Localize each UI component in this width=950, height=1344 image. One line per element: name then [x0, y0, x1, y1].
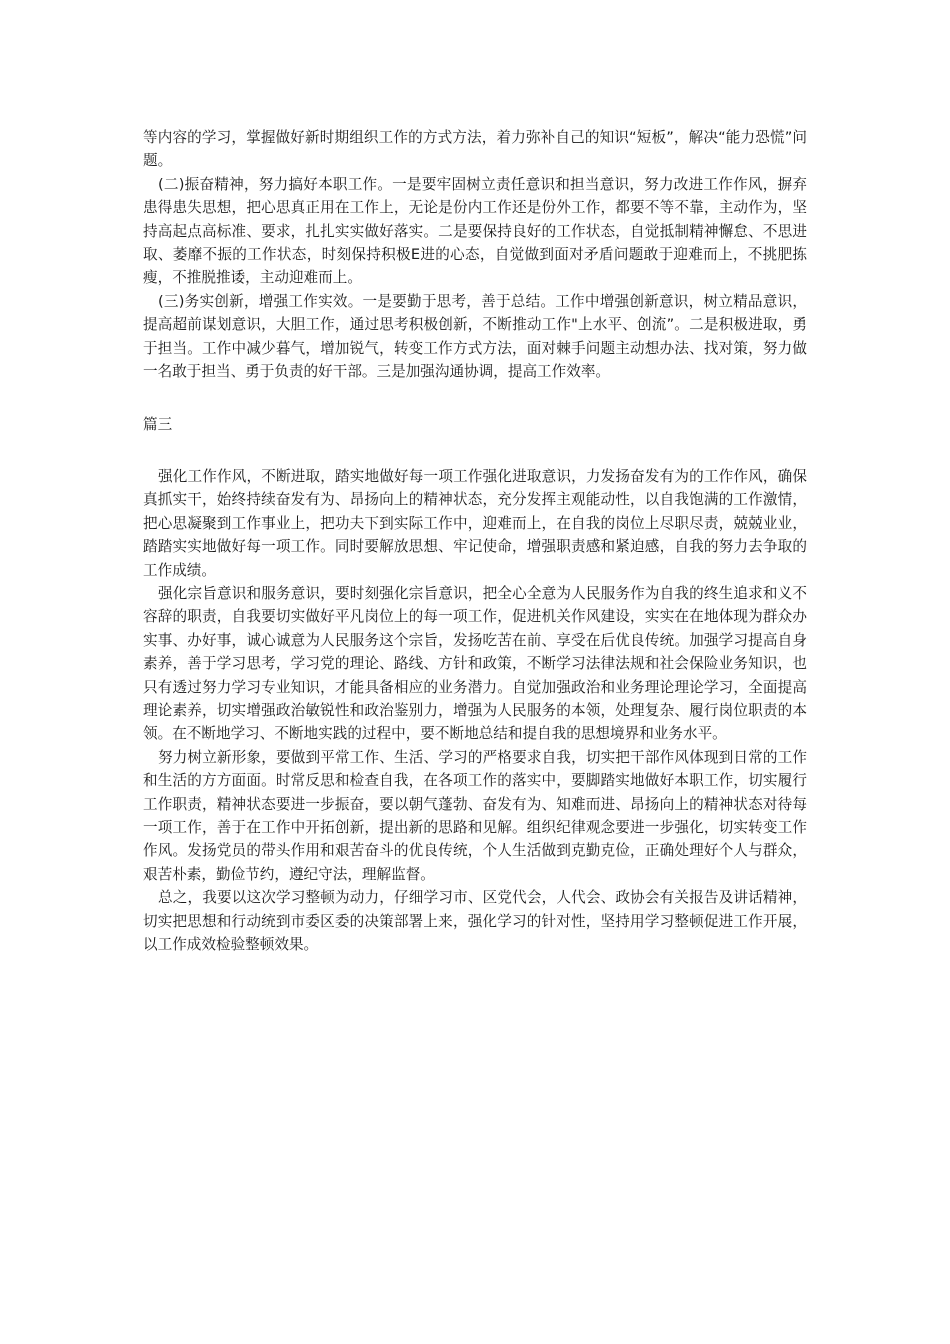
paragraph-work-style: 强化工作作风，不断进取，踏实地做好每一项工作强化进取意识，力发扬奋发有为的工作作风，确保真抓实干，始终持续奋发有为、昂扬向上的精神状态，充分发挥主观能动性，以自我饱满的工作激情，把心思凝聚到工作事业上，把功夫下到实际工作中，迎难而上，在自我的岗位上尽职尽责，兢兢业业，踏踏实实地做好每一项工作。同时要解放思想、牢记使命，增强职责感和紧迫感，自我的努力去争取的工作成绩。 — [143, 467, 807, 579]
spacer — [143, 383, 807, 413]
paragraph-study-tail: 等内容的学习，掌握做好新时期组织工作的方式方法，着力弥补自己的知识“短板”，解决“能力恐慌”问题。 — [143, 129, 807, 170]
paragraph-conclusion: 总之，我要以这次学习整顿为动力，仔细学习市、区党代会，人代会、政协会有关报告及讲话精神，切实把思想和行动统到市委区委的决策部署上来，强化学习的针对性，坚持用学习整顿促进工作开展，以工作成效检验整顿效果。 — [143, 889, 807, 953]
paragraph-innovation: (三)务实创新，增强工作实效。一是要勤于思考，善于总结。工作中增强创新意识，树立精品意识，提高超前谋划意识，大胆工作，通过思考积极创新，不断推动工作"上水平、创流”。二是积极进取，勇于担当。工作中减少暮气，增加锐气，转变工作方式方法，面对棘手问题主动想办法、找对策，努力做一名敢于担当、勇于负责的好干部。三是加强沟通协调，提高工作效率。 — [143, 292, 807, 381]
document-body — [143, 126, 807, 956]
paragraph-new-image: 努力树立新形象，要做到平常工作、生活、学习的严格要求自我，切实把干部作风体现到日常的工作和生活的方方面面。时常反思和检查自我，在各项工作的落实中，要脚踏实地做好本职工作，切实履行工作职责，精神状态要进一步振奋，要以朝气蓬勃、奋发有为、知难而进、昂扬向上的精神状态对待每一项工作，善于在工作中开拓创新，提出新的思路和见解。组织纪律观念要进一步强化，切实转变工作作风。发扬党员的带头作用和艰苦奋斗的优良传统，个人生活做到克勤克俭，正确处理好个人与群众，艰苦朴素，勤俭节约，遵纪守法，理解监督。 — [143, 748, 807, 883]
section-heading: 篇三 — [143, 416, 173, 434]
spacer — [143, 437, 807, 465]
paragraph-service: 强化宗旨意识和服务意识，要时刻强化宗旨意识，把全心全意为人民服务作为自我的终生追求和义不容辞的职责，自我要切实做好平凡岗位上的每一项工作，促进机关作风建设，实实在在地体现为群众办实事、办好事，诚心诚意为人民服务这个宗旨，发扬吃苦在前、享受在后优良传统。加强学习提高自身素养，善于学习思考，学习党的理论、路线、方针和政策，不断学习法律法规和社会保险业务知识，也只有透过努力学习专业知识，才能具备相应的业务潜力。自觉加强政治和业务理论理论学习，全面提高理论素养，切实增强政治敏锐性和政治鉴别力，增强为人民服务的本领，处理复杂、履行岗位职责的本领。在不断地学习、不断地实践的过程中，要不断地总结和提自我的思想境界和业务水平。 — [143, 584, 807, 743]
paragraph-spirit: (二)振奋精神，努力搞好本职工作。一是要牢固树立责任意识和担当意识，努力改进工作作风，摒弃患得患失思想，把心思真正用在工作上，无论是份内工作还是份外工作，都要不等不靠，主动作为，坚持高起点高标准、要求，扎扎实实做好落实。二是要保持良好的工作状态，自觉抵制精神懈怠、不思进取、萎靡不振的工作状态，时刻保持积极E进的心态，自觉做到面对矛盾问题敢于迎难而上，不挑肥拣瘦，不推脱推诿，主动迎难而上。 — [143, 175, 807, 287]
